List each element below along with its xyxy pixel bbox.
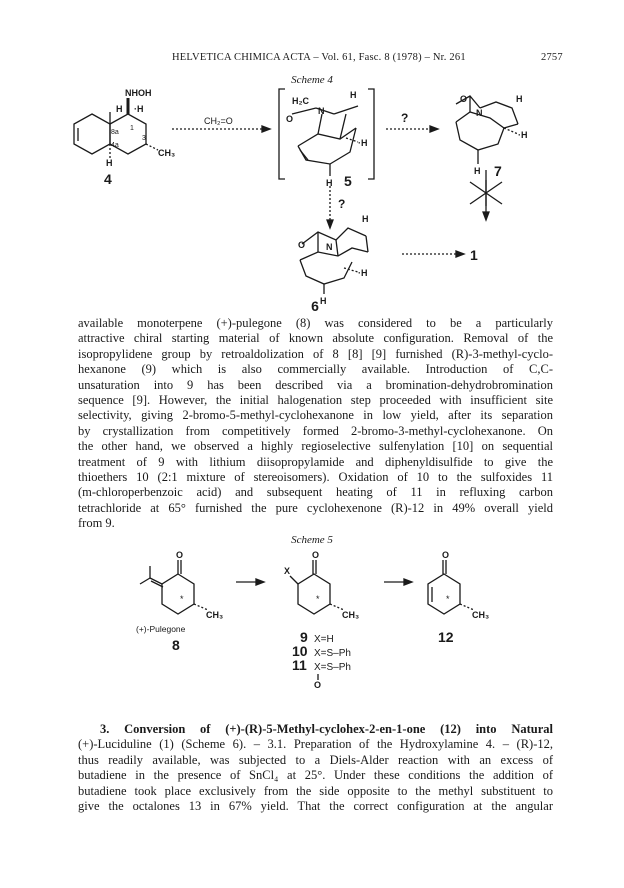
text-line: (m-chloroperbenzoic acid) and subsequent heating of 11 in refluxing carbon [78,485,553,500]
star-8: * [180,594,184,604]
h-label-6c: H [320,296,327,306]
text-line: give the octalones 13 in 67% yield. That the correct configuration at the angular [78,798,553,813]
star-9: * [316,594,320,604]
sulfoxide-o-label: O [314,680,322,690]
text-line: by crystallization from competitively formed 2-bromo-3-methyl-cyclohexanone. On [78,423,553,438]
text-line: from 9. [78,516,115,531]
compound-8-number: 8 [172,637,180,653]
compound-1-number: 1 [470,247,478,263]
scheme5-figure [0,548,624,708]
o-label-8: O [176,550,184,560]
h-label-5a: H [350,90,357,100]
pos-1-label: 1 [130,125,134,132]
n-label-7: N [476,108,483,118]
text-line: thus readily available, was subjected to a Diels-Alder reaction with an excess of [78,752,553,767]
star-12: * [446,594,450,604]
nhoh-label: NHOH [125,88,152,98]
compound-12-number: 12 [438,629,454,645]
scheme4-figure [0,84,624,304]
text-line: available monoterpene (+)-pulegone (8) was considered to be a particularly [78,316,553,330]
h-label-5b: ·H [358,138,368,148]
compound-9-structure [290,560,344,614]
compound-4-number: 4 [104,171,112,187]
paragraph-1 [78,316,553,531]
question-mark-1: ? [401,111,409,125]
compound-9-number: 9 [300,629,308,645]
scheme4-caption: Scheme 4 [291,74,333,86]
h-label-4c: H [106,158,113,168]
text-line: thioethers 10 (2:1 mixture of stereoisomers). Oxidation of 10 to the sulfoxides 11 [78,469,553,484]
text-line: attractive chiral starting material of known absolute configuration. Removal of the [78,331,553,346]
ch3-label-8: CH₃ [206,610,224,620]
pulegone-label: (+)-Pulegone [136,624,186,634]
ch3-label-12: CH₃ [472,610,490,620]
running-header [0,52,624,68]
compound-7-structure [456,96,518,164]
text-line: isopropylidene group by retroaldolization of 8 [8] [9] furnished (R)-3-methyl-cyclo- [78,346,553,361]
text-line: unsaturation into 9 has been described via a bromination-dehydrobromination [78,377,553,392]
compound-11-substituent: X=S–Ph [314,662,351,673]
pos-3-label: 3 [142,135,146,142]
text-line: treatment of 9 with lithium diisopropylamide and diphenyldisulfide to give the [78,454,553,469]
o-label-5: O [286,114,294,124]
page-number: 2757 [541,52,563,63]
text-line: selectivity, giving 2-bromo-5-methyl-cyclohexanone in low yield, after its separation [78,408,553,423]
compound-9-substituent: X=H [314,634,334,645]
text-line: the other hand, we observed a highly regioselective sulfenylation [10] on sequential [78,439,553,454]
h-label-7b: ·H [518,130,528,140]
compound-12-structure [428,560,474,614]
compound-10-substituent: X=S–Ph [314,648,351,659]
text-line: tetrachloride at 65° furnished the pure cyclohexenone (R)-12 in 49% overall yield [78,500,553,515]
compound-8-structure [140,560,208,614]
pos-4a-label: 4a [111,142,119,149]
o-label-7: O [460,94,468,104]
h-label-5c: H [326,178,333,188]
o-label-12: O [442,550,450,560]
ch3-label-9: CH₃ [342,610,360,620]
text-line: hexanone (9) which is also commercially available. Introduction of C,C- [78,362,553,377]
compound-5-number: 5 [344,173,352,189]
x-label: X [284,566,291,576]
h-label-7a: H [516,94,523,104]
scheme5-caption: Scheme 5 [291,534,333,546]
section-heading-line-2: (+)-Luciduline (1) (Scheme 6). – 3.1. Preparation of the Hydroxylamine 4. – (R)-12, [78,737,553,752]
ch3-label-4: CH₃ [158,148,176,158]
n-label-6: N [326,242,333,252]
h-label-6b: ·H [358,268,368,278]
h2c-label: H₂C [292,96,309,106]
section-3-paragraph [78,722,553,814]
h-label-7c: H [474,166,481,176]
section-heading-line-1: 3. Conversion of (+)-(R)-5-Methyl-cyclohex-2-en-1-one (12) into Natural [100,722,553,736]
compound-6-structure [300,228,368,294]
text-line: butadiene in the presence of SnCl₄ at 25°. Under these conditions the addition of [78,768,553,783]
h-label-4a: H [116,104,123,114]
o-label-9: O [312,550,320,560]
n-label-5: N [318,106,325,116]
question-mark-2: ? [338,197,346,211]
compound-6-number: 6 [311,298,319,314]
text-line: butadiene took place exclusively from the side opposite to the methyl substituent to [78,783,553,798]
text-line: sequence [9]. However, the initial halogenation step proceeded with insufficient site [78,392,553,407]
compound-10-number: 10 [292,643,308,659]
h-label-4b: ·H [134,104,144,114]
pos-8a-label: 8a [111,129,119,136]
journal-title: HELVETICA CHIMICA ACTA – Vol. 61, Fasc. 8 (1978) – Nr. 261 [172,52,466,63]
h-label-6a: H [362,214,369,224]
reagent-label: CH₂=O [204,116,233,126]
o-label-6: O [298,240,306,250]
compound-7-number: 7 [494,163,502,179]
compound-5-structure [292,106,358,176]
compound-11-number: 11 [292,657,307,673]
